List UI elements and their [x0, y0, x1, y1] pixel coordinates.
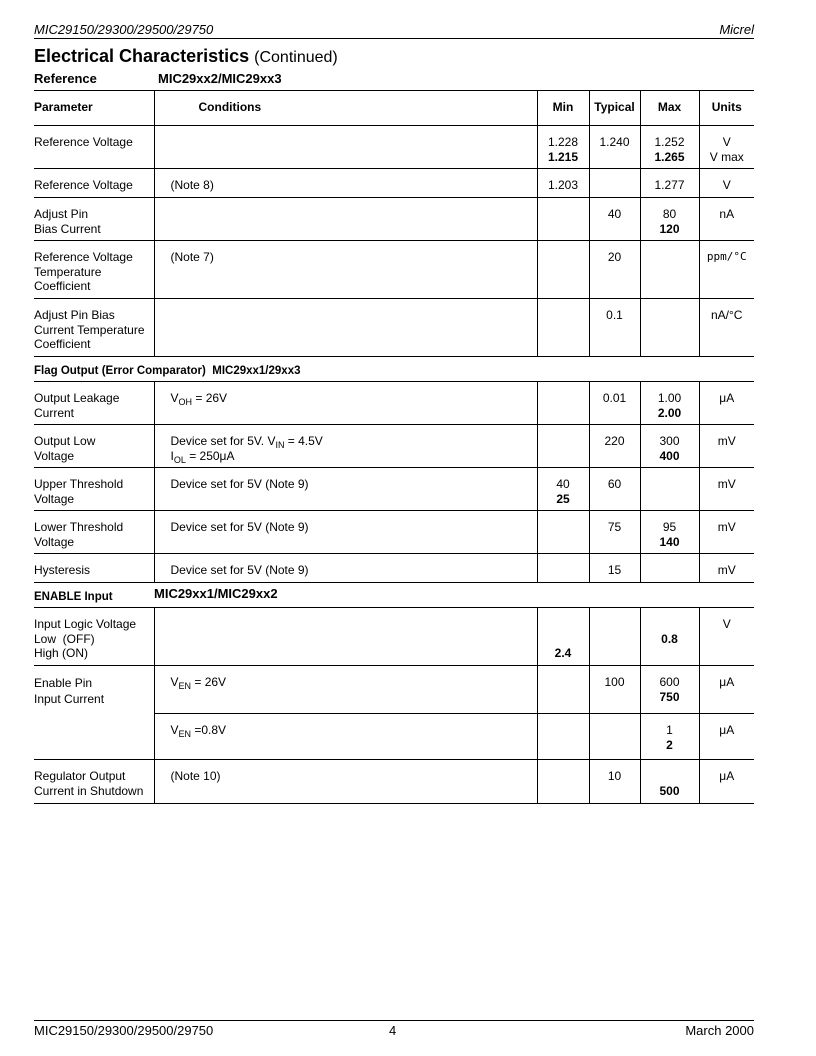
typ-cell: 40	[589, 198, 640, 241]
units-cell: ppm/°C	[699, 241, 754, 299]
units-cell: V V max	[699, 126, 754, 169]
footer-part-numbers: MIC29150/29300/29500/29750	[34, 1023, 214, 1038]
table-row	[34, 241, 754, 299]
units-cell: mV	[699, 425, 754, 468]
param-cell: Regulator Output Current in Shutdown	[34, 760, 154, 804]
header-parameter: Parameter	[34, 91, 154, 126]
min-cell	[537, 299, 589, 357]
table-row	[34, 666, 754, 714]
max-cell: 1 2	[640, 714, 699, 760]
units-cell: mV	[699, 468, 754, 511]
table-row	[34, 299, 754, 357]
min-cell	[537, 241, 589, 299]
units-cell: nA/°C	[699, 299, 754, 357]
param-cell: Input Logic Voltage Low (OFF) High (ON)	[34, 608, 154, 666]
max-cell	[640, 468, 699, 511]
cond-cell: $V_{OH} = 26V$	[154, 382, 537, 425]
cond-cell: Device set for 5V (Note 9)	[154, 468, 537, 511]
reference-heading	[34, 71, 282, 86]
table-row	[34, 554, 754, 583]
units-cell: V	[699, 608, 754, 666]
min-cell	[537, 760, 589, 804]
units-cell: μA	[699, 382, 754, 425]
max-cell: 1.252 1.265	[640, 126, 699, 169]
min-cell: 1.203	[537, 169, 589, 198]
min-cell	[537, 425, 589, 468]
table-row	[34, 714, 754, 760]
page-footer	[34, 1020, 754, 1038]
cond-cell	[154, 126, 537, 169]
min-cell	[537, 554, 589, 583]
units-cell: mV	[699, 511, 754, 554]
table-row	[34, 468, 754, 511]
cond-cell: (Note 8)	[154, 169, 537, 198]
title-sub: (Continued)	[254, 49, 338, 66]
cond-cell: $V_{EN} =0.8V$	[154, 714, 537, 760]
param-cell: Reference Voltage	[34, 169, 154, 198]
section-row-enable	[34, 583, 754, 608]
param-cell: Enable Pin Input Current	[34, 666, 154, 714]
min-cell: 1.228 1.215	[537, 126, 589, 169]
electrical-characteristics-table	[34, 90, 754, 804]
max-cell	[640, 299, 699, 357]
min-cell	[537, 382, 589, 425]
units-cell: nA	[699, 198, 754, 241]
page-title	[34, 46, 338, 67]
typ-cell	[589, 169, 640, 198]
units-cell: μA	[699, 666, 754, 714]
typ-cell: 75	[589, 511, 640, 554]
typ-cell	[589, 608, 640, 666]
header-part-numbers: MIC29150/29300/29500/29750	[34, 22, 214, 37]
table-row	[34, 608, 754, 666]
table-row	[34, 511, 754, 554]
cond-cell: (Note 7)	[154, 241, 537, 299]
typ-cell: 60	[589, 468, 640, 511]
cond-cell	[154, 198, 537, 241]
typ-cell: 20	[589, 241, 640, 299]
cond-cell: $V_{EN} = 26V$	[154, 666, 537, 714]
max-cell: 0.8	[640, 608, 699, 666]
param-cell: Output Leakage Current	[34, 382, 154, 425]
param-cell: Adjust Pin Bias Current Temperature Coefficient	[34, 299, 154, 357]
min-cell: 40 25	[537, 468, 589, 511]
max-cell: 95 140	[640, 511, 699, 554]
param-cell: Reference Voltage Temperature Coefficient	[34, 241, 154, 299]
table-row	[34, 382, 754, 425]
cond-cell: Device set for 5V (Note 9)	[154, 511, 537, 554]
typ-cell: 15	[589, 554, 640, 583]
typ-cell: 10	[589, 760, 640, 804]
param-cell: Lower Threshold Voltage	[34, 511, 154, 554]
table-header-row	[34, 91, 754, 126]
cond-cell: Device set for 5V (Note 9)	[154, 554, 537, 583]
section-row-flag	[34, 357, 754, 382]
max-cell: 1.00 2.00	[640, 382, 699, 425]
cond-cell	[154, 299, 537, 357]
units-cell: V	[699, 169, 754, 198]
typ-cell: 220	[589, 425, 640, 468]
table-row	[34, 198, 754, 241]
typ-cell: 100	[589, 666, 640, 714]
param-cell: Output Low Voltage	[34, 425, 154, 468]
param-cell: Reference Voltage	[34, 126, 154, 169]
max-cell	[640, 241, 699, 299]
section-title: ENABLE Input	[34, 583, 154, 608]
table-row	[34, 760, 754, 804]
footer-page-number: 4	[389, 1023, 397, 1038]
reference-part: MIC29xx2/MIC29xx3	[158, 71, 282, 86]
header-conditions: Conditions	[154, 91, 537, 126]
typ-cell: 1.240	[589, 126, 640, 169]
max-cell: 80 120	[640, 198, 699, 241]
max-cell: 500	[640, 760, 699, 804]
cond-cell	[154, 608, 537, 666]
section-part: MIC29xx1/MIC29xx2	[154, 583, 754, 608]
table-row	[34, 425, 754, 468]
cond-cell: Device set for 5V. $V_{IN} = 4.5V$ $I_{OL} = 250\mu A$	[154, 425, 537, 468]
table-row	[34, 126, 754, 169]
param-cell	[34, 714, 154, 760]
param-cell: Upper Threshold Voltage	[34, 468, 154, 511]
typ-cell: 0.01	[589, 382, 640, 425]
min-cell	[537, 511, 589, 554]
header-typical: Typical	[589, 91, 640, 126]
max-cell	[640, 554, 699, 583]
param-cell: Hysteresis	[34, 554, 154, 583]
section-title: Flag Output (Error Comparator) MIC29xx1/29xx3	[34, 357, 754, 382]
typ-cell: 0.1	[589, 299, 640, 357]
typ-cell	[589, 714, 640, 760]
param-cell: Adjust Pin Bias Current	[34, 198, 154, 241]
header-units: Units	[699, 91, 754, 126]
units-cell: μA	[699, 760, 754, 804]
title-main: Electrical Characteristics	[34, 46, 250, 66]
table-row	[34, 169, 754, 198]
units-cell: μA	[699, 714, 754, 760]
min-cell	[537, 198, 589, 241]
header-min: Min	[537, 91, 589, 126]
reference-label: Reference	[34, 71, 97, 86]
min-cell: 2.4	[537, 608, 589, 666]
min-cell	[537, 714, 589, 760]
max-cell: 600 750	[640, 666, 699, 714]
cond-cell: (Note 10)	[154, 760, 537, 804]
header-max: Max	[640, 91, 699, 126]
min-cell	[537, 666, 589, 714]
max-cell: 300 400	[640, 425, 699, 468]
header-company: Micrel	[719, 22, 754, 37]
page-header	[34, 22, 754, 39]
units-cell: mV	[699, 554, 754, 583]
max-cell: 1.277	[640, 169, 699, 198]
footer-date: March 2000	[685, 1023, 754, 1038]
